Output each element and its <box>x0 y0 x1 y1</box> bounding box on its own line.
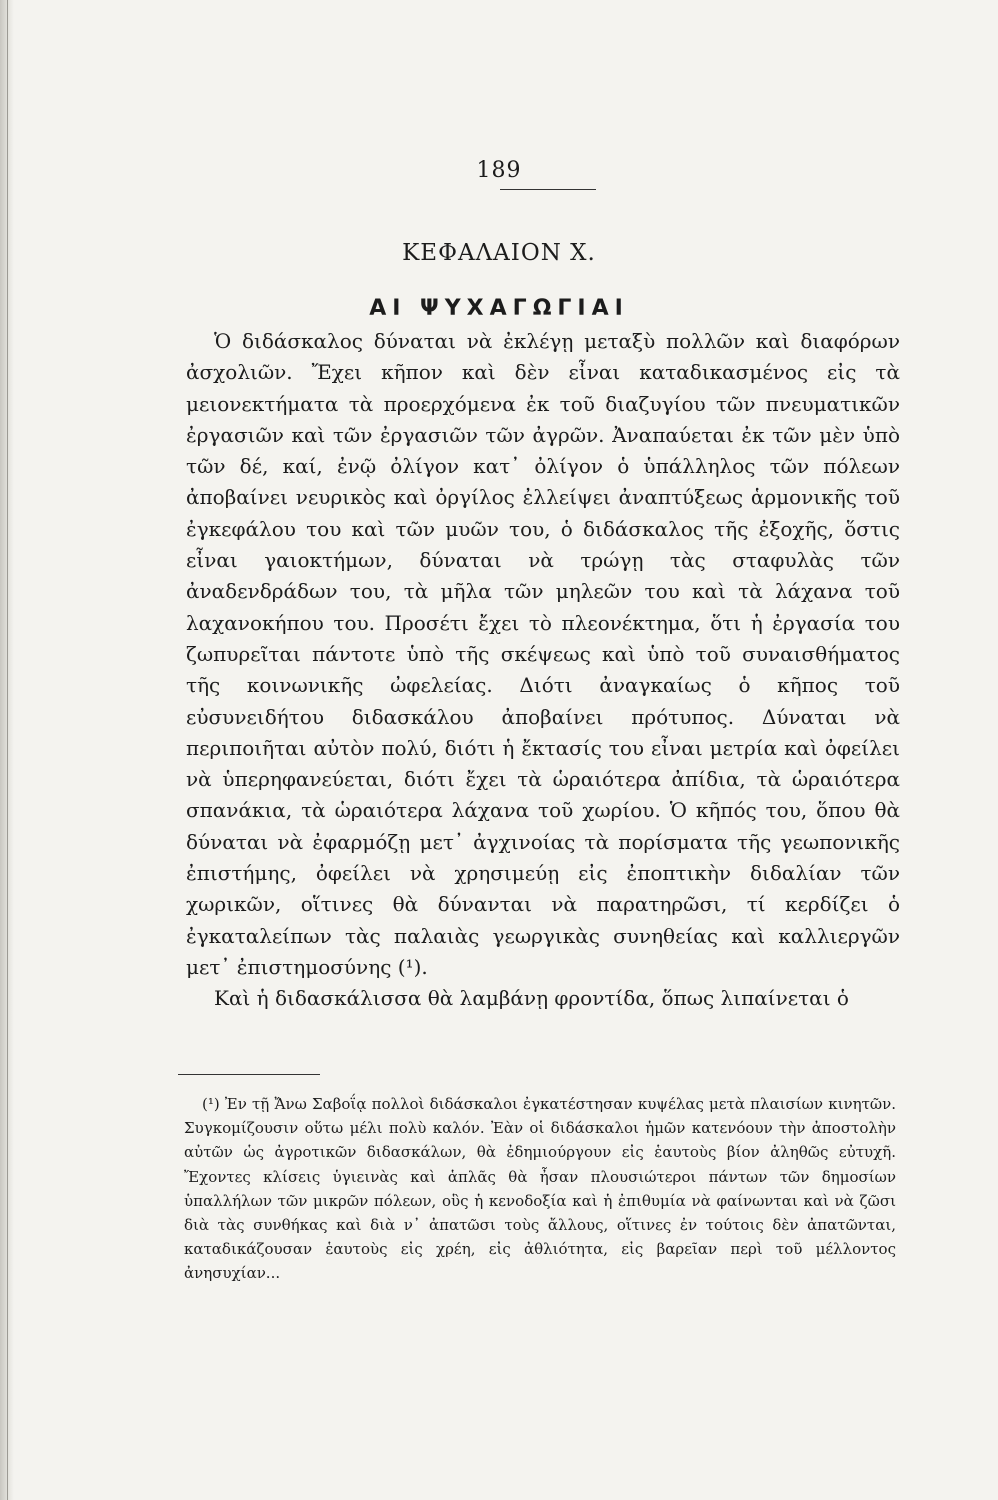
body-paragraph-1: Ὁ διδάσκαλος δύναται νὰ ἐκλέγῃ μεταξὺ πολλῶν καὶ διαφόρων ἀσχολιῶν. Ἔχει κῆπον καὶ δὲν εἶναι καταδικασμένος εἰς τὰ μειονεκτήματα τὰ προερχόμενα ἐκ τοῦ διαζυγίου τῶν πνευματικῶν ἐργασιῶν καὶ τῶν ἐργασιῶν τῶν ἀγρῶν. Ἀναπαύεται ἐκ τῶν μὲν ὑπὸ τῶν δέ, καί, ἐνῷ ὀλίγον κατ᾽ ὀλίγον ὁ ὑπάλληλος τῶν πόλεων ἀποβαίνει νευρικὸς καὶ ὀργίλος ἐλλείψει ἀναπτύξεως ἁρμονικῆς τοῦ ἐγκεφάλου του καὶ τῶν μυῶν του, ὁ διδάσκαλος τῆς ἐξοχῆς, ὅστις εἶναι γαιοκτήμων, δύναται νὰ τρώγῃ τὰς σταφυλὰς τῶν ἀναδενδράδων του, τὰ μῆλα τῶν μηλεῶν του καὶ τὰ λάχανα τοῦ λαχανοκήπου του. Προσέτι ἔχει τὸ πλεονέκτημα, ὅτι ἡ ἐργασία του ζωπυρεῖται πάντοτε ὑπὸ τῆς σκέψεως καὶ ὑπὸ τοῦ συναισθήματος τῆς κοινωνικῆς ὠφελείας. Διότι ἀναγκαίως ὁ κῆπος τοῦ εὐσυνειδήτου διδασκάλου ἀποβαίνει πρότυπος. Δύναται νὰ περιποιῆται αὐτὸν πολύ, διότι ἡ ἔκτασίς του εἶναι μετρία καὶ ὀφείλει νὰ ὑπερηφανεύεται, διότι ἔχει τὰ ὡραιότερα ἀπίδια, τὰ ὡραιότερα σπανάκια, τὰ ὡραιότερα λάχανα τοῦ χωρίου. Ὁ κῆπός του, ὅπου θὰ δύναται νὰ ἐφαρμόζῃ μετ᾽ ἀγχινοίας τὰ πορίσματα τῆς γεωπονικῆς ἐπιστήμης, ὀφείλει νὰ χρησιμεύῃ εἰς ἐποπτικὴν διδαλίαν τῶν χωρικῶν, οἵτινες θὰ δύνανται νὰ παρατηρῶσι, τί κερδίζει ὁ ἐγκαταλείπων τὰς παλαιὰς γεωργικὰς συνηθείας καὶ καλλιεργῶν μετ᾽ ἐπιστημοσύνης (¹). <box>186 329 900 979</box>
body-paragraph-2: Καὶ ἡ διδασκάλισσα θὰ λαμβάνῃ φροντίδα, ὅπως λιπαίνεται ὁ <box>214 986 849 1011</box>
footnote-separator <box>178 1074 320 1075</box>
section-title: ΑΙ ΨΥΧΑΓΩΓΙΑΙ <box>369 296 629 321</box>
chapter-heading: ΚΕΦΑΛΑΙΟΝ X. <box>402 240 596 266</box>
footnote-1: (¹) Ἐν τῇ Ἄνω Σαβοΐᾳ πολλοὶ διδάσκαλοι ἐγκατέστησαν κυψέλας μετὰ πλαισίων κινητῶν. Συγκομίζουσιν οὕτω μέλι πολὺ καλόν. Ἐὰν οἱ διδάσκαλοι ἡμῶν κατενόουν τὴν ἀποστολὴν αὐτῶν ὡς ἀγροτικῶν διδασκάλων, θὰ ἐδημιούργουν εἰς ἑαυτοὺς βίον ἀληθῶς εὐτυχῆ. Ἔχοντες κλίσεις ὑγιεινὰς καὶ ἁπλᾶς θὰ ἦσαν πλουσιώτεροι πάντων τῶν δημοσίων ὑπαλλήλων τῶν μικρῶν πόλεων, οὓς ἡ κενοδοξία καὶ ἡ ἐπιθυμία νὰ φαίνωνται καὶ νὰ ζῶσι διὰ τὰς συνθήκας καὶ διὰ ν᾽ ἀπατῶσι τοὺς ἄλλους, οἵτινες ἐν τούτοις δὲν ἀπατῶνται, καταδικάζουσαν ἑαυτοὺς εἰς χρέη, εἰς ἀθλιότητα, εἰς βαρεῖαν περὶ τοῦ μέλλοντος ἀνησυχίαν... <box>184 1095 896 1283</box>
page-number: 189 <box>476 158 522 183</box>
footnotes <box>184 1092 896 1286</box>
page-number-underline <box>500 189 596 190</box>
binding-edge <box>7 0 8 1500</box>
body-text <box>186 326 900 1015</box>
